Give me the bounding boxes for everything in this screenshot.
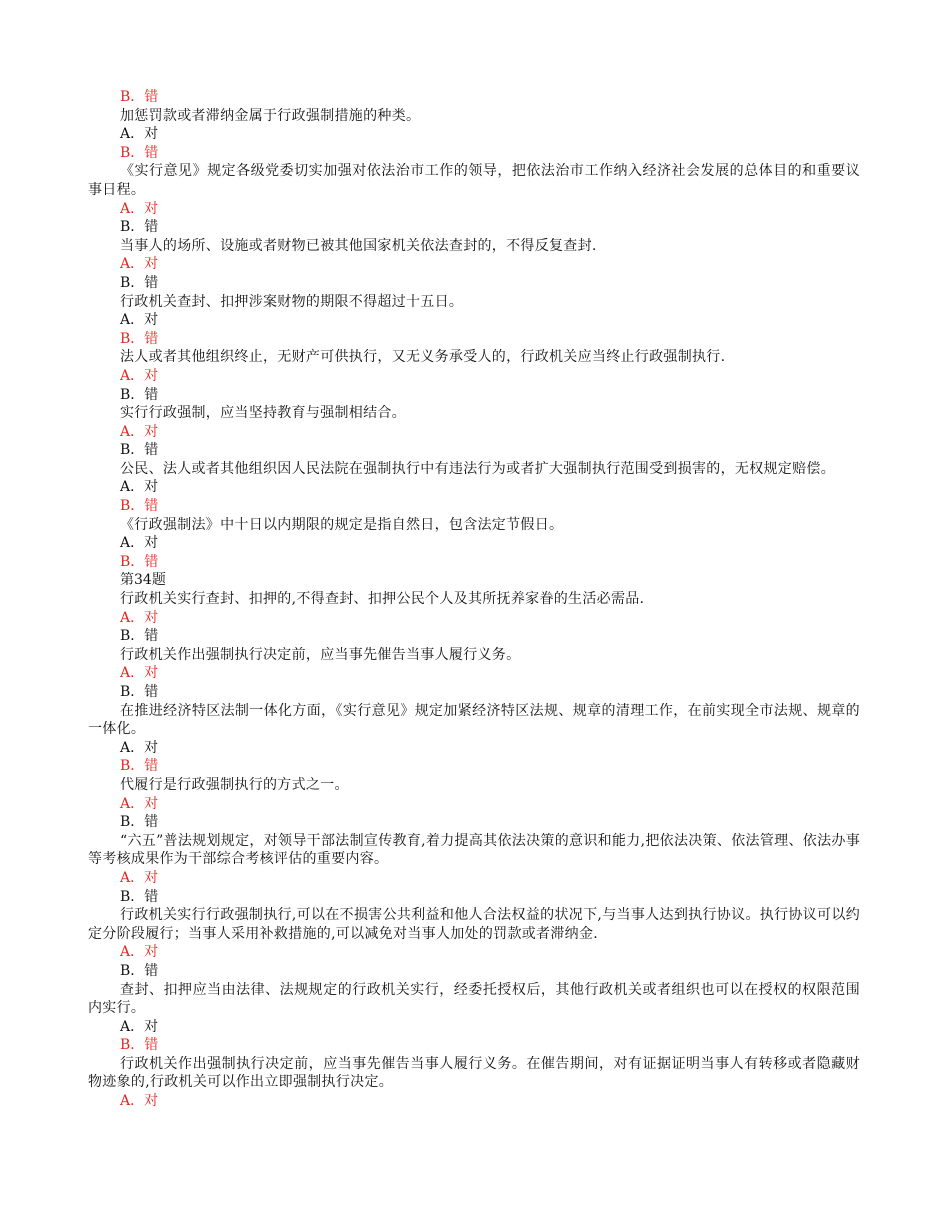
answer-option: B．错 xyxy=(120,442,159,459)
question-text: 行政机关作出强制执行决定前，应当事先催告当事人履行义务。 xyxy=(120,646,521,663)
question-text: 法人或者其他组织终止，无财产可供执行，又无义务承受人的，行政机关应当终止行政强制执行. xyxy=(120,349,726,366)
answer-option: A．对 xyxy=(120,312,159,329)
question-text: 行政机关实行行政强制执行,可以在不损害公共利益和他人合法权益的状况下,与当事人达到执行协议。执行协议可以约定分阶段履行；当事人采用补救措施的,可以减免对当事人加处的罚款或者滞纳金. xyxy=(88,907,860,942)
answer-option-correct: A．对 xyxy=(120,256,159,273)
question-text: 当事人的场所、设施或者财物已被其他国家机关依法查封的，不得反复查封. xyxy=(120,237,597,254)
answer-option-correct: A．对 xyxy=(120,609,159,626)
answer-option-correct: B．错 xyxy=(120,144,159,161)
question-text: 《实行意见》规定各级党委切实加强对依法治市工作的领导，把依法治市工作纳入经济社会发展的总体目的和重要议事日程。 xyxy=(88,163,860,198)
answer-option-correct: A．对 xyxy=(120,200,159,217)
answer-option-correct: A．对 xyxy=(120,944,159,961)
answer-option: B．错 xyxy=(120,962,159,979)
answer-option-correct: B．错 xyxy=(120,1037,159,1054)
answer-option: B．错 xyxy=(120,888,159,905)
answer-option: B．错 xyxy=(120,274,159,291)
question-text: 行政机关作出强制执行决定前，应当事先催告当事人履行义务。在催告期间，对有证据证明当事人有转移或者隐藏财物迹象的,行政机关可以作出立即强制执行决定。 xyxy=(88,1055,860,1091)
answer-option: A．对 xyxy=(120,126,159,143)
question-text: 查封、扣押应当由法律、法规规定的行政机关实行，经委托授权后，其他行政机关或者组织也可以在授权的权限范围内实行。 xyxy=(88,981,860,1017)
answer-option-correct: A．对 xyxy=(120,423,159,440)
answer-option-correct: B．错 xyxy=(120,553,159,570)
answer-option: A．对 xyxy=(120,535,159,552)
answer-option-correct: B．错 xyxy=(120,330,159,347)
answer-option: A．对 xyxy=(120,739,159,756)
answer-option-correct: A．对 xyxy=(120,869,159,886)
question-number-heading: 第34题 xyxy=(120,572,166,589)
answer-option: A．对 xyxy=(120,479,159,496)
document-body xyxy=(88,88,860,1111)
question-text: “六五”普法规划规定，对领导干部法制宣传教育,着力提高其依法决策的意识和能力,把依法决策、依法管理、依法办事等考核成果作为干部综合考核评估的重要内容。 xyxy=(88,832,860,868)
answer-option-correct: B．错 xyxy=(120,89,159,105)
answer-option: B．错 xyxy=(120,628,159,645)
question-text: 行政机关实行查封、扣押的,不得查封、扣押公民个人及其所抚养家眷的生活必需品. xyxy=(120,591,645,608)
question-text: 实行行政强制，应当坚持教育与强制相结合。 xyxy=(120,405,406,422)
answer-option-correct: A．对 xyxy=(120,795,159,812)
answer-option-correct: B．错 xyxy=(120,498,159,515)
answer-option: A．对 xyxy=(120,1018,159,1035)
answer-option: B．错 xyxy=(120,814,159,831)
question-text: 代履行是行政强制执行的方式之一。 xyxy=(120,776,349,793)
question-text: 在推进经济特区法制一体化方面，《实行意见》规定加紧经济特区法规、规章的清理工作，在前实现全市法规、规章的一体化。 xyxy=(88,702,860,738)
answer-option-correct: A．对 xyxy=(120,665,159,682)
answer-option-correct: A．对 xyxy=(120,1093,159,1110)
question-text: 加惩罚款或者滞纳金属于行政强制措施的种类。 xyxy=(120,107,421,124)
answer-option-correct: A．对 xyxy=(120,367,159,384)
question-text: 《行政强制法》中十日以内期限的规定是指自然日，包含法定节假日。 xyxy=(120,516,564,533)
question-text: 行政机关查封、扣押涉案财物的期限不得超过十五日。 xyxy=(120,293,464,310)
answer-option: B．错 xyxy=(120,684,159,700)
answer-option: B．错 xyxy=(120,219,159,236)
answer-option-correct: B．错 xyxy=(120,758,159,775)
answer-option: B．错 xyxy=(120,386,159,403)
question-text: 公民、法人或者其他组织因人民法院在强制执行中有违法行为或者扩大强制执行范围受到损害的，无权规定赔偿。 xyxy=(120,460,835,477)
